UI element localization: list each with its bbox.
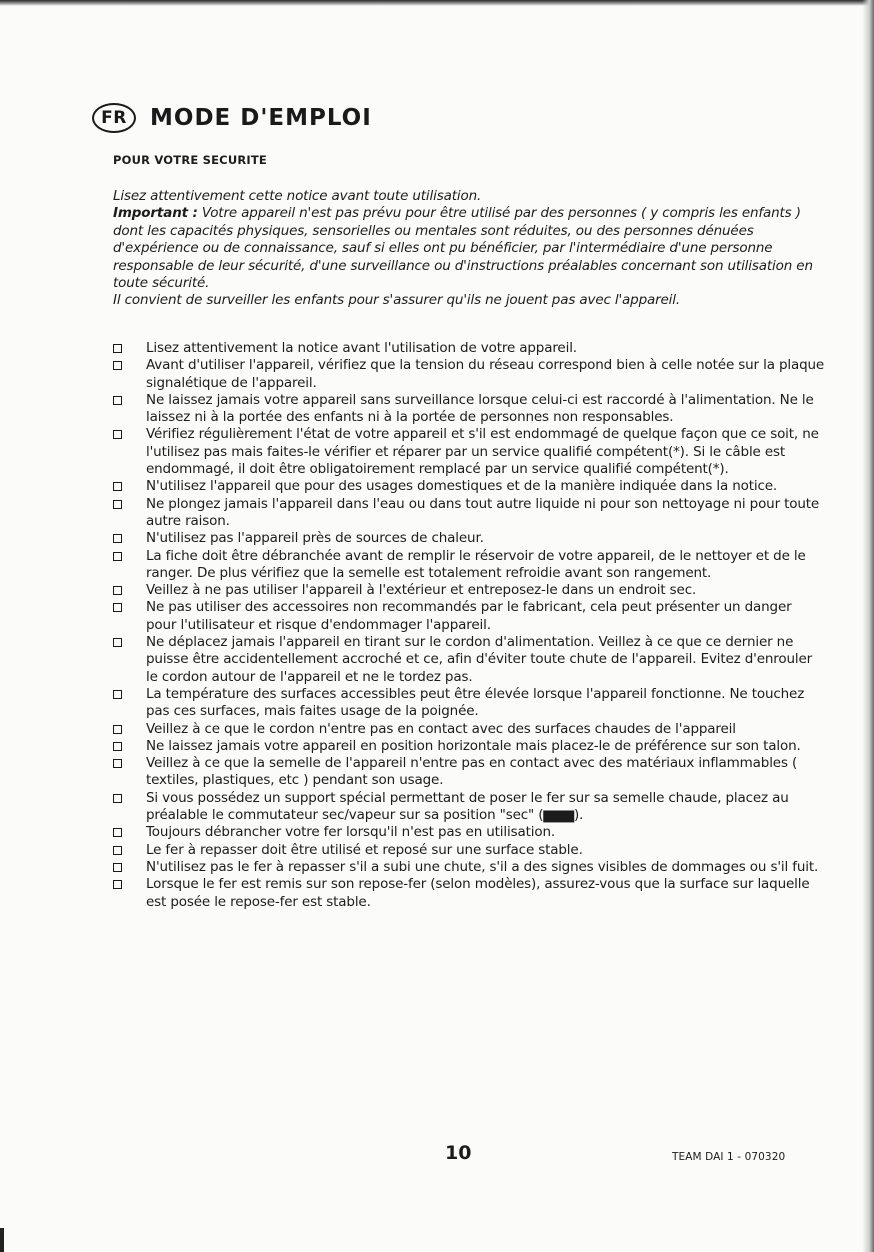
checkbox-square-icon (113, 552, 122, 561)
safety-item (113, 686, 825, 721)
safety-item-text: N'utilisez pas le fer à repasser s'il a subi une chute, s'il a des signes visibles de dommages ou s'il fuit. (146, 858, 819, 875)
safety-item-text: Toujours débrancher votre fer lorsqu'il n'est pas en utilisation. (146, 824, 555, 841)
safety-item-text: Lisez attentivement la notice avant l'utilisation de votre appareil. (146, 340, 577, 356)
checkbox-square-icon (113, 794, 122, 803)
safety-item-text: Le fer à repasser doit être utilisé et reposé sur une surface stable. (146, 841, 583, 858)
safety-item-text: Ne pas utiliser des accessoires non recommandés par le fabricant, cela peut présenter un danger pour l'utilisateur et risque d'endommager l'appareil. (146, 599, 792, 633)
safety-item (113, 496, 825, 531)
scan-right-edge (862, 0, 874, 1252)
important-label: Important : (113, 205, 198, 222)
scan-top-edge (0, 0, 874, 6)
checkbox-square-icon (113, 725, 122, 734)
checkbox-square-icon (113, 396, 122, 405)
intro-important (113, 205, 825, 292)
checkbox-square-icon (113, 863, 122, 872)
safety-item-text: Ne plongez jamais l'appareil dans l'eau ou dans tout autre liquide ni pour son nettoyage ni pour toute autre raison. (146, 495, 820, 529)
safety-item (113, 530, 825, 547)
intro-line-1: Lisez attentivement cette notice avant toute utilisation. (113, 188, 482, 204)
important-text: Votre appareil n'est pas prévu pour être utilisé par des personnes ( y compris les enfants ) dont les capacités physiques, sensorielles ou mentales sont réduites, ou des personnes dénuées d'expérience ou de connaissance, sauf si elles ont pu bénéficier, par l'intermédiaire d'une personne responsable de leur sécurité, d'une surveillance ou d'instructions préalables concernant son utilisation en toute sécurité. (113, 205, 813, 292)
safety-item-text: N'utilisez pas l'appareil près de sources de chaleur. (146, 530, 484, 547)
safety-list (113, 340, 825, 911)
safety-item-text: Veillez à ne pas utiliser l'appareil à l'extérieur et entreposez-le dans un endroit sec. (146, 582, 697, 599)
checkbox-square-icon (113, 742, 122, 751)
safety-item (113, 599, 825, 634)
intro-line-3: Il convient de surveiller les enfants pour s'assurer qu'ils ne jouent pas avec l'appareil. (113, 292, 681, 309)
safety-item (113, 824, 825, 841)
checkbox-square-icon (113, 846, 122, 855)
section-title: POUR VOTRE SECURITE (113, 153, 267, 167)
safety-item-text: Veillez à ce que le cordon n'entre pas en contact avec des surfaces chaudes de l'appareil (146, 720, 736, 737)
safety-item (113, 790, 825, 825)
safety-item (113, 634, 825, 686)
page-number: 10 (445, 1142, 472, 1164)
checkbox-square-icon (113, 344, 122, 353)
safety-item (113, 478, 825, 495)
safety-item (113, 357, 825, 392)
safety-item (113, 426, 825, 478)
checkbox-square-icon (113, 361, 122, 370)
checkbox-square-icon (113, 534, 122, 543)
language-badge: FR (92, 103, 136, 133)
checkbox-square-icon (113, 880, 122, 889)
document-reference: TEAM DAI 1 - 070320 (672, 1151, 786, 1163)
checkbox-square-icon (113, 690, 122, 699)
checkbox-square-icon (113, 828, 122, 837)
safety-item-text: N'utilisez l'appareil que pour des usages domestiques et de la manière indiquée dans la notice. (146, 478, 778, 495)
safety-item (113, 859, 825, 876)
safety-item-text: La température des surfaces accessibles peut être élevée lorsque l'appareil fonctionne. Ne touchez pas ces surfaces, mais faites usage de la poignée. (146, 685, 805, 720)
safety-item (113, 876, 825, 911)
checkbox-square-icon (113, 586, 122, 595)
page-header (92, 100, 372, 136)
scan-left-mark (0, 1228, 4, 1252)
safety-item-text: Veillez à ce que la semelle de l'appareil n'entre pas en contact avec des matériaux inflammables ( textiles, plastiques, etc ) pendant son usage. (146, 755, 798, 789)
safety-item (113, 738, 825, 755)
safety-item (113, 340, 825, 357)
checkbox-square-icon (113, 482, 122, 491)
safety-item-text: Si vous possédez un support spécial permettant de poser le fer sur sa semelle chaude, placez au préalable le commutateur sec/vapeur sur sa position "sec" (▆▆▆). (146, 789, 789, 824)
safety-item (113, 582, 825, 599)
safety-item (113, 392, 825, 427)
safety-item-text: Lorsque le fer est remis sur son repose-fer (selon modèles), assurez-vous que la surface sur laquelle est posée le repose-fer est stable. (146, 876, 810, 910)
page-title: MODE D'EMPLOI (150, 105, 372, 131)
safety-item (113, 755, 825, 790)
checkbox-square-icon (113, 500, 122, 509)
checkbox-square-icon (113, 638, 122, 647)
safety-item (113, 548, 825, 583)
safety-item-text: Ne laissez jamais votre appareil sans surveillance lorsque celui-ci est raccordé à l'alimentation. Ne le laissez ni à la portée des enfants ni à la portée de personnes non responsables. (146, 391, 814, 426)
safety-item-text: Avant d'utiliser l'appareil, vérifiez que la tension du réseau correspond bien à celle notée sur la plaque signalétique de l'appareil. (146, 357, 825, 391)
safety-item-text: Vérifiez régulièrement l'état de votre appareil et s'il est endommagé de quelque façon que ce soit, ne l'utilisez pas mais faites-le vérifier et réparer par un service qualifié compétent(*). Si le câble est endommagé, il doit être obligatoirement remplacé par un service qualifié compétent(*). (146, 426, 819, 478)
safety-item (113, 721, 825, 738)
safety-item-text: Ne laissez jamais votre appareil en position horizontale mais placez-le de préférence sur son talon. (146, 737, 801, 754)
safety-item-text: Ne déplacez jamais l'appareil en tirant sur le cordon d'alimentation. Veillez à ce que ce dernier ne puisse être accidentellement accroché et ce, afin d'éviter toute chute de l'appareil. Evitez d'enrouler le cordon autour de l'appareil et ne le tordez pas. (146, 634, 813, 685)
checkbox-square-icon (113, 603, 122, 612)
checkbox-square-icon (113, 430, 122, 439)
safety-item-text: La fiche doit être débranchée avant de remplir le réservoir de votre appareil, de le nettoyer et de le ranger. De plus vérifiez que la semelle est totalement refroidie avant son rangement. (146, 547, 806, 581)
intro-paragraph (113, 188, 825, 310)
safety-item (113, 842, 825, 859)
checkbox-square-icon (113, 759, 122, 768)
